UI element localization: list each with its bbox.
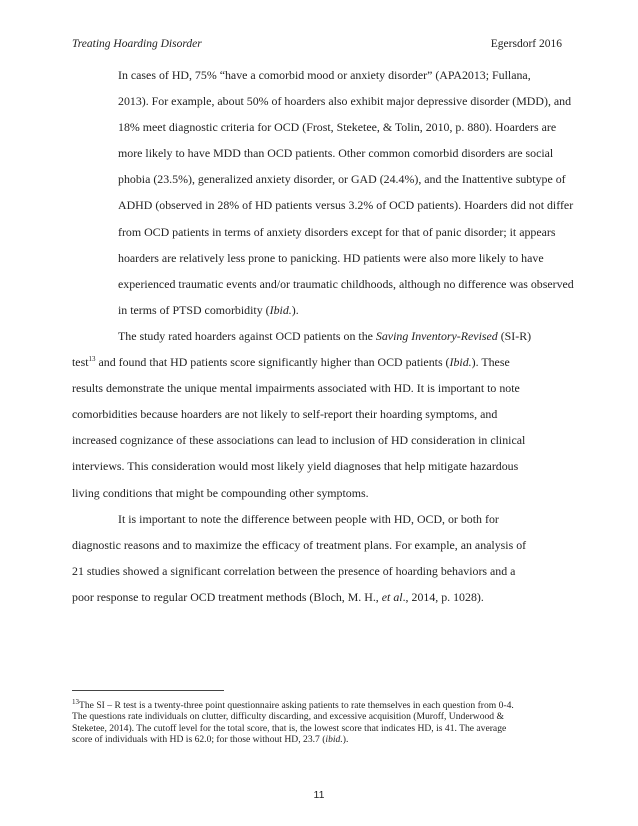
text-line: test$^{13}$ and found that HD patients score significantly higher than OCD patients (Ibid.). These (72, 355, 510, 370)
running-title: Treating Hoarding Disorder (72, 38, 202, 50)
text-line: hoarders are relatively less prone to panicking. HD patients were also more likely to have (118, 250, 544, 265)
author-year: Egersdorf 2016 (490, 38, 562, 50)
paragraph-si-r-study (72, 323, 564, 506)
et-al-citation: et al (381, 589, 403, 604)
running-header (72, 38, 562, 54)
text-line: 18% meet diagnostic criteria for OCD (Frost, Steketee, & Tolin, 2010, p. 880). Hoarders are (118, 120, 557, 135)
ibid-citation: ibid. (325, 734, 343, 746)
text-line: The study rated hoarders against OCD patients on the Saving Inventory-Revised (SI-R) (118, 328, 532, 343)
paragraph-treatment (72, 506, 564, 610)
text-line: living conditions that might be compounding other symptoms. (72, 485, 369, 500)
text-line: 21 studies showed a significant correlation between the presence of hoarding behaviors and a (72, 563, 516, 578)
footnote (72, 697, 568, 746)
text-line: phobia (23.5%), generalized anxiety disorder, or GAD (24.4%), and the Inattentive subtype of (118, 172, 566, 187)
footnote-separator (72, 690, 224, 691)
footnote-line: $^{13}$The SI – R test is a twenty-three point questionnaire asking patients to rate themselves in each question from 0-4. (72, 697, 514, 711)
text-line: from OCD patients in terms of anxiety disorders except for that of panic disorder; it appears (118, 224, 556, 239)
footnote-line: The questions rate individuals on clutter, difficulty discarding, and excessive acquisition (Muroff, Underwood & (72, 711, 504, 723)
text-line: more likely to have MDD than OCD patients. Other common comorbid disorders are social (118, 146, 554, 161)
footnote-reference[interactable]: 13 (88, 355, 96, 364)
paragraph-comorbidity (72, 62, 574, 323)
text-line: poor response to regular OCD treatment methods (Bloch, M. H., et al., 2014, p. 1028). (72, 589, 484, 604)
text-line: It is important to note the difference between people with HD, OCD, or both for (118, 511, 499, 526)
page-number: 11 (313, 789, 325, 801)
footnote-line: Steketee, 2014). The cutoff level for the total score, that is, the lowest score that indicates HD, is 41. The average (72, 722, 507, 734)
footnote-marker: 13 (72, 697, 79, 706)
body-text (72, 62, 574, 610)
text-line: experienced traumatic events and/or traumatic childhoods, although no difference was observed (118, 276, 574, 291)
text-line: increased cognizance of these associations can lead to inclusion of HD consideration in clinical (72, 433, 526, 448)
inventory-title: Saving Inventory-Revised (375, 328, 498, 343)
text-line: 2013). For example, about 50% of hoarders also exhibit major depressive disorder (MDD), and (118, 94, 572, 109)
ibid-citation: Ibid. (449, 355, 472, 370)
ibid-citation: Ibid. (269, 302, 292, 317)
text-line: In cases of HD, 75% “have a comorbid mood or anxiety disorder” (APA2013; Fullana, (118, 68, 531, 82)
text-line: in terms of PTSD comorbidity (Ibid.). (118, 302, 299, 317)
footnote-line: score of individuals with HD is 62.0; for those without HD, 23.7 (ibid.). (72, 734, 349, 746)
text-line: comorbidities because hoarders are not likely to self-report their hoarding symptoms, and (72, 407, 498, 422)
text-line: diagnostic reasons and to maximize the efficacy of treatment plans. For example, an analysis of (72, 537, 527, 552)
text-line: ADHD (observed in 28% of HD patients versus 3.2% of OCD patients). Hoarders did not differ (118, 198, 574, 213)
text-line: results demonstrate the unique mental impairments associated with HD. It is important to note (72, 381, 520, 396)
text-line: interviews. This consideration would most likely yield diagnoses that help mitigate hazardous (72, 459, 519, 474)
